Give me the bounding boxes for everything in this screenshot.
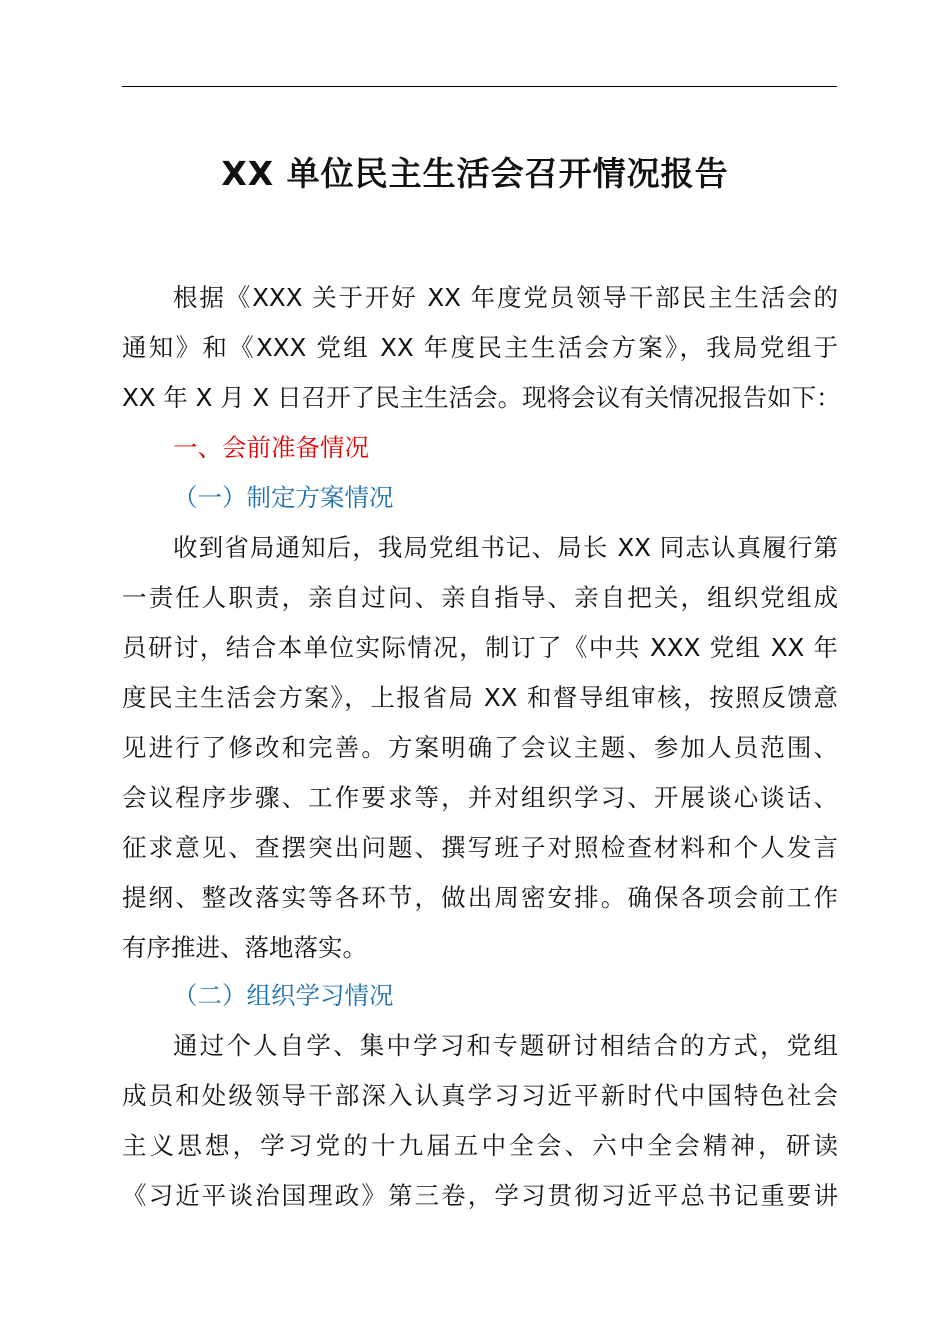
subsection-heading-plan: （一）制定方案情况: [173, 483, 394, 512]
intro-line-1: 根据《XXX 关于开好 XX 年度党员领导干部民主生活会的: [173, 283, 838, 312]
intro-line-3: XX 年 X 月 X 日召开了民主生活会。现将会议有关情况报告如下：: [122, 383, 841, 412]
plan-line-2: 一责任人职责，亲自过问、亲自指导、亲自把关，组织党组成: [122, 583, 838, 612]
plan-line-8: 提纲、整改落实等各环节，做出周密安排。确保各项会前工作: [122, 883, 838, 912]
plan-line-6: 会议程序步骤、工作要求等，并对组织学习、开展谈心谈话、: [122, 783, 838, 812]
plan-line-4: 度民主生活会方案》，上报省局 XX 和督导组审核，按照反馈意: [122, 683, 838, 712]
study-line-2: 成员和处级领导干部深入认真学习习近平新时代中国特色社会: [122, 1081, 838, 1110]
plan-line-1: 收到省局通知后，我局党组书记、局长 XX 同志认真履行第: [173, 533, 838, 562]
study-line-3: 主义思想，学习党的十九届五中全会、六中全会精神，研读: [122, 1131, 838, 1160]
study-line-1: 通过个人自学、集中学习和专题研讨相结合的方式，党组: [173, 1031, 838, 1060]
section-heading-preparation: 一、会前准备情况: [173, 433, 369, 462]
header-rule: [122, 86, 837, 87]
plan-line-9: 有序推进、落地落实。: [122, 933, 367, 962]
intro-line-2: 通知》和《XXX 党组 XX 年度民主生活会方案》，我局党组于: [122, 333, 838, 362]
plan-line-7: 征求意见、查摆突出问题、撰写班子对照检查材料和个人发言: [122, 833, 838, 862]
plan-line-3: 员研讨，结合本单位实际情况，制订了《中共 XXX 党组 XX 年: [122, 633, 838, 662]
study-line-4: 《习近平谈治国理政》第三卷，学习贯彻习近平总书记重要讲: [122, 1181, 838, 1210]
document-title: XX 单位民主生活会召开情况报告: [221, 154, 729, 193]
subsection-heading-study: （二）组织学习情况: [173, 981, 394, 1010]
plan-line-5: 见进行了修改和完善。方案明确了会议主题、参加人员范围、: [122, 733, 838, 762]
